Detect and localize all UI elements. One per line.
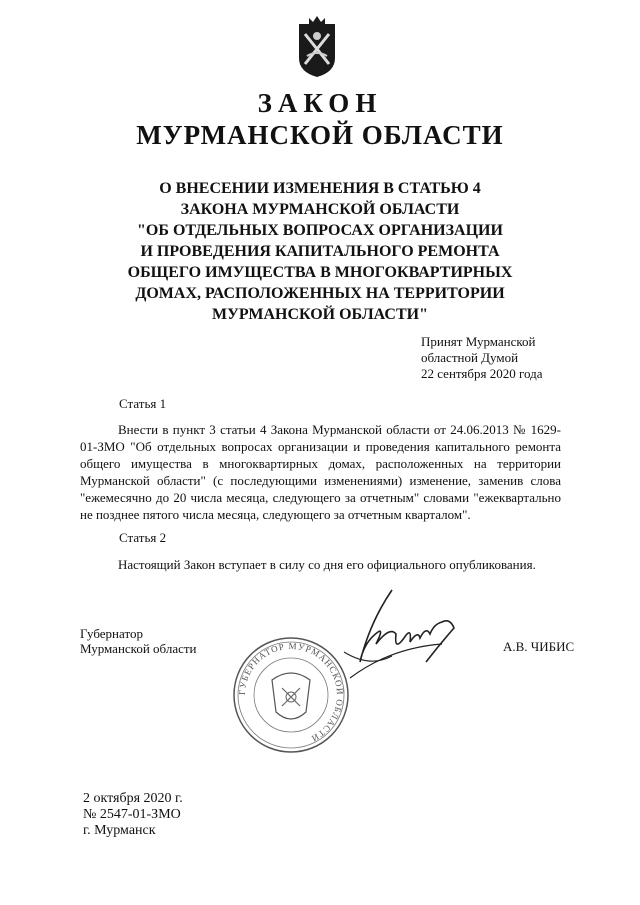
- adoption-note: [421, 334, 543, 382]
- article-1-body: [80, 421, 561, 523]
- adoption-date: 22 сентября 2020 года: [421, 366, 543, 381]
- document-footer: [83, 791, 183, 839]
- article-2-body: [80, 556, 561, 573]
- law-title-line: "ОБ ОТДЕЛЬНЫХ ВОПРОСАХ ОРГАНИЗАЦИИ: [137, 222, 503, 239]
- stamp-text: ГУБЕРНАТОР МУРМАНСКОЙ ОБЛАСТИ: [236, 640, 346, 744]
- adoption-line: Принят Мурманской: [421, 334, 536, 349]
- law-title-line: ЗАКОНА МУРМАНСКОЙ ОБЛАСТИ: [180, 201, 460, 218]
- city: г. Мурманск: [83, 823, 156, 838]
- article-2-heading: Статья 2: [119, 530, 167, 545]
- signature-icon: [330, 582, 470, 692]
- law-title-line: О ВНЕСЕНИИ ИЗМЕНЕНИЯ В СТАТЬЮ 4: [159, 180, 481, 197]
- region-heading: МУРМАНСКОЙ ОБЛАСТИ: [136, 120, 504, 150]
- stamp-seal-icon: [232, 636, 350, 754]
- document-type-heading: ЗАКОН: [257, 88, 383, 118]
- law-title-line: ДОМАХ, РАСПОЛОЖЕННЫХ НА ТЕРРИТОРИИ: [135, 285, 505, 302]
- adoption-line: областной Думой: [421, 350, 519, 365]
- law-title: [100, 178, 540, 325]
- law-title-line: ОБЩЕГО ИМУЩЕСТВА В МНОГОКВАРТИРНЫХ: [127, 264, 513, 281]
- article-1-heading: Статья 1: [119, 396, 167, 411]
- signer-title: [80, 626, 197, 656]
- article-2-text: Настоящий Закон вступает в силу со дня его официального опубликования.: [118, 557, 536, 572]
- official-stamp: [232, 636, 350, 754]
- signing-date: 2 октября 2020 г.: [83, 791, 183, 806]
- signer-position: Губернатор: [80, 626, 143, 641]
- law-title-line: И ПРОВЕДЕНИЯ КАПИТАЛЬНОГО РЕМОНТА: [140, 243, 500, 260]
- coat-of-arms-emblem-icon: [295, 14, 339, 78]
- article-1-text: Внести в пункт 3 статьи 4 Закона Мурманской области от 24.06.2013 № 1629-01-ЗМО "Об отдельных вопросах организации и проведения капитального ремонта общего имущества в многоквартирных домах, расположенных на территории Мурманской области" (с последующими изменениями) изменение, заменив слова "ежемесячно до 20 числа месяца, следующего за отчетным" словами "ежеквартально не позднее пятого числа месяца, следующего за отчетным кварталом".: [80, 422, 561, 522]
- law-number: № 2547-01-ЗМО: [83, 807, 181, 822]
- signer-region: Мурманской области: [80, 641, 197, 656]
- signer-name: А.В. ЧИБИС: [503, 639, 575, 654]
- law-title-line: МУРМАНСКОЙ ОБЛАСТИ": [212, 306, 428, 323]
